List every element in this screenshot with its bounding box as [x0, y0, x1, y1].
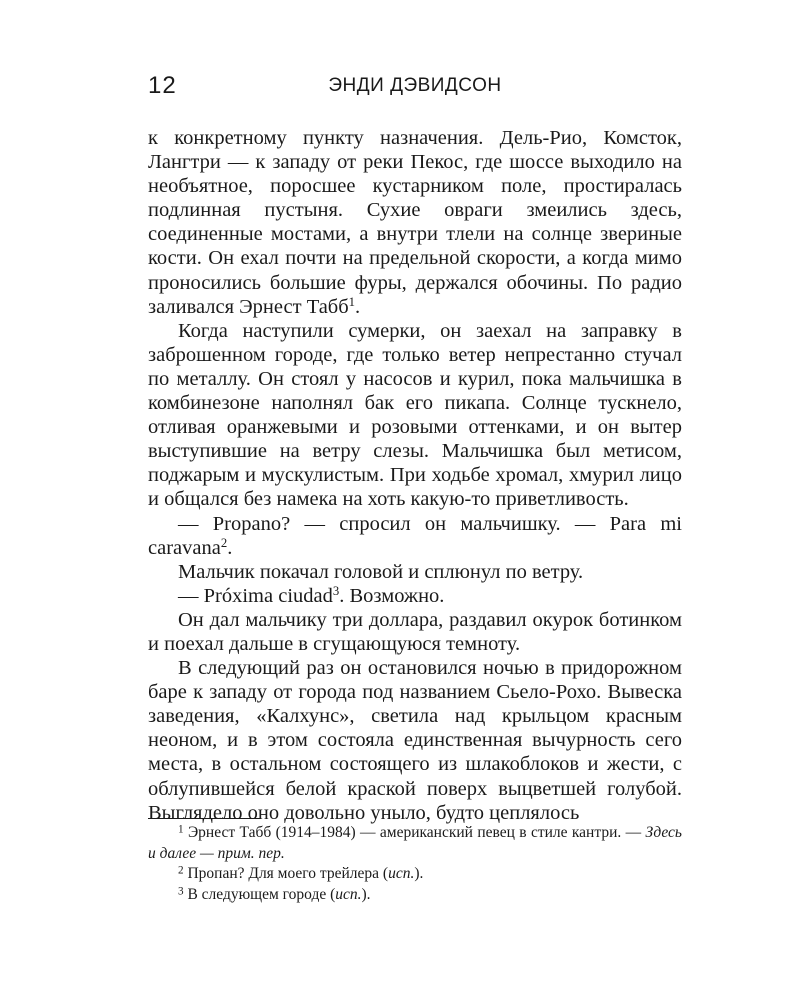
paragraph [148, 560, 682, 584]
paragraph-text-end: . [227, 536, 233, 559]
footnote-italic: исп. [388, 865, 415, 882]
paragraph-text: В следующий раз он остановился ночью в придорожном баре к западу от города под названием Сьело-Рохо. Вывеска заведения, «Калхунс», светила над крыльцом красным неоном, и в этом состояла единственная вычурность сего места, в остальном состоящего из шлакоблоков и жести, с облупившейся белой краской поверх выцветшей голубой. Выглядело оно довольно уныло, будто цеплялось [148, 657, 682, 824]
paragraph-text: к конкретному пункту назначения. Дель-Рио, Комсток, Лангтри — к западу от реки Пекос, где шоссе выходило на необъятное, поросшее кустарником поле, простиралась подлинная пустыня. Сухие овраги змеились здесь, соединенные мостами, а внутри тлели на солнце звериные кости. Он ехал почти на предельной скорости, а когда мимо проносились большие фуры, держался обочины. По радио заливался Эрнест Табб [148, 127, 682, 318]
footnote-italic: Здесь и далее — прим. пер. [148, 824, 682, 862]
footnote-italic: исп. [335, 885, 362, 903]
paragraph [148, 319, 682, 512]
footnote-text: Пропан? Для моего трейлера ( [183, 865, 389, 882]
footnote-mark: 3 [178, 885, 184, 898]
paragraph-text: — Próxima ciudad [178, 584, 333, 607]
footnotes [148, 823, 682, 905]
footnote [148, 885, 682, 906]
footnote-text-end: ). [414, 865, 424, 882]
footnote-text: Эрнест Табб (1914–1984) — американский певец в стиле кантри. — [183, 824, 646, 841]
paragraph [148, 608, 682, 656]
footnote-divider [148, 818, 260, 819]
footnote [148, 864, 682, 885]
paragraph-text: — Propano? — спросил он мальчишку. — Para mi caravana [148, 512, 682, 559]
paragraph-text-end: . Возможно. [339, 584, 445, 607]
paragraph-text-end: . [355, 295, 361, 318]
footnote-text-end: ). [361, 885, 371, 903]
footnote-reference: 2 [220, 535, 228, 550]
footnote-text: В следующем городе ( [183, 885, 336, 903]
paragraph [148, 512, 682, 560]
paragraph-text: Он дал мальчику три доллара, раздавил окурок ботинком и поехал дальше в сгущающуюся темноту. [148, 608, 682, 655]
paragraph-text: Мальчик покачал головой и сплюнул по ветру. [178, 560, 584, 583]
paragraph [148, 126, 682, 319]
paragraph [148, 584, 682, 608]
page-number: 12 [148, 72, 177, 99]
footnote-reference: 1 [348, 294, 356, 309]
footnote [148, 823, 682, 864]
paragraph [148, 656, 682, 825]
running-head-author: ЭНДИ ДЭВИДСОН [328, 75, 502, 96]
footnote-mark: 2 [178, 864, 184, 877]
paragraph-text: Когда наступили сумерки, он заехал на заправку в заброшенном городе, где только ветер непрестанно стучал по металлу. Он стоял у насосов и курил, пока мальчишка в комбинезоне наполнял бак его пикапа. Солнце тускнело, отливая оранжевыми и розовыми оттенками, и он вытер выступившие на ветру слезы. Мальчишка был метисом, поджарым и мускулистым. При ходьбе хромал, хмурил лицо и общался без намека на хоть какую-то приветливость. [148, 319, 682, 511]
main-text [148, 126, 682, 825]
page-header [148, 68, 682, 104]
footnote-mark: 1 [178, 823, 184, 836]
footnote-reference: 3 [332, 583, 340, 598]
